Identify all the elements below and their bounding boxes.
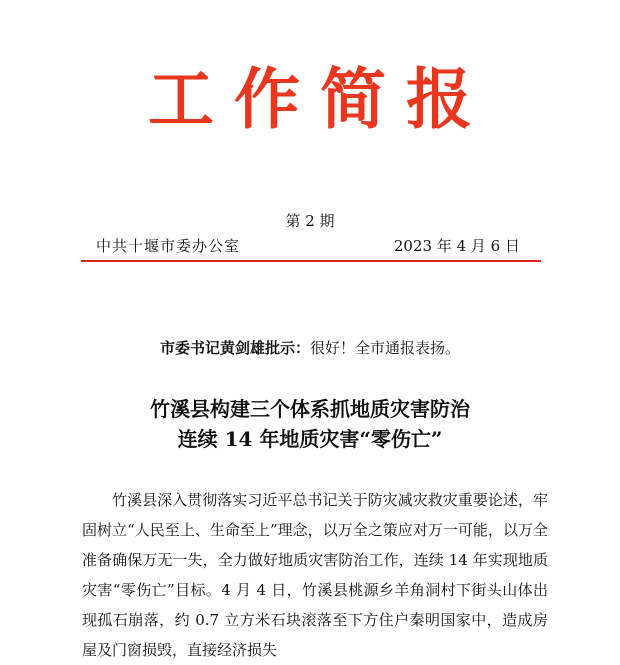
issue-number: 第 2 期 — [285, 212, 335, 230]
header-divider — [81, 260, 541, 262]
issuer-name: 中共十堰市委办公室 — [96, 237, 241, 255]
header-meta-row — [96, 235, 520, 257]
instruction-label: 市委书记黄剑雄批示： — [159, 339, 310, 357]
article-title — [0, 394, 620, 454]
leader-instruction — [0, 338, 620, 358]
article-title-line-1: 竹溪县构建三个体系抓地质灾害防治 — [150, 397, 470, 421]
masthead-title: 工作简报 — [148, 61, 492, 138]
instruction-text: 很好！全市通报表扬。 — [310, 339, 461, 357]
issue-date: 2023 年 4 月 6 日 — [393, 237, 520, 255]
article-title-line-2: 连续 14 年地质灾害“零伤亡” — [177, 427, 443, 451]
article-body: 竹溪县深入贯彻落实习近平总书记关于防灾减灾救灾重要论述，牢固树立“人民至上、生命至上”理念，以万全之策应对万一可能，以万全准备确保万无一失，全力做好地质灾害防治工作，连续 14 年实现地质灾害“零伤亡”目标。4 月 4 日，竹溪县桃源乡羊角洞村下街头山体出现孤石崩落，约 0.7 立方米石块滚落至下方住户秦明国家中，造成房屋及门窗损毁，直接经济损失 — [82, 491, 548, 659]
